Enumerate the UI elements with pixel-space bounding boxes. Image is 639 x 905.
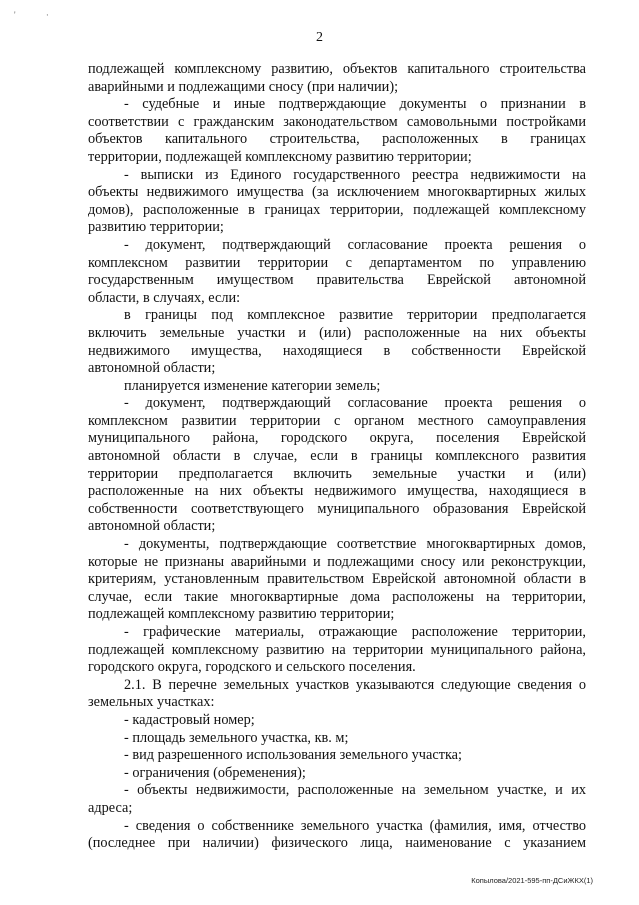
text-line: территории, подлежащей комплексному развитию территории;: [88, 148, 472, 165]
text-line: которые не признаны аварийными и подлежащими сносу или реконструкции,: [88, 553, 586, 570]
text-line: адреса;: [88, 799, 133, 816]
text-line: объекты недвижимого имущества (за исключением многоквартирных жилых: [88, 184, 586, 201]
text-line: - ограничения (обременения);: [124, 764, 306, 781]
text-line: земельных участках:: [88, 694, 215, 711]
text-line: подлежащей комплексному развитию, объектов капитального строительства: [88, 61, 586, 77]
text-line: - кадастровый номер;: [124, 711, 255, 728]
text-line: государственным имуществом правительства Еврейской автономной: [88, 272, 586, 289]
text-line: городского округа, городского и сельского поселения.: [88, 659, 416, 676]
text-line: домов), расположенные в границах территории, подлежащей комплексному: [88, 201, 586, 218]
text-line: автономной области в случае, если в границы комплексного развития: [88, 448, 586, 465]
page-number: 2: [316, 30, 323, 45]
corner-mark: ' ·: [14, 10, 63, 20]
text-line: - площадь земельного участка, кв. м;: [124, 729, 349, 746]
text-line: расположенные на них объекты недвижимого имущества, находящиеся в: [88, 483, 586, 500]
text-line: территории предполагается включить земельные участки и (или): [88, 465, 586, 482]
text-line: - объекты недвижимости, расположенные на земельном участке, и их: [124, 782, 586, 799]
text-line: объектов капитального строительства, расположенных в границах: [88, 131, 586, 148]
text-line: автономной области;: [88, 518, 216, 535]
text-line: - сведения о собственнике земельного участка (фамилия, имя, отчество: [124, 817, 586, 834]
text-line: - графические материалы, отражающие расположение территории,: [124, 624, 586, 640]
document-reference: Копылова/2021-595-пп-ДСиЖКХ(1): [471, 876, 593, 885]
text-line: (последнее при наличии) физического лица, наименование с указанием: [88, 835, 586, 852]
text-line: собственности соответствующего муниципального образования Еврейской: [88, 500, 586, 517]
text-line: недвижимого имущества, находящиеся в собственности Еврейской: [88, 342, 586, 359]
text-line: автономной области;: [88, 360, 216, 377]
text-line: - документ, подтверждающий согласование проекта решения о: [124, 395, 586, 412]
text-line: критериям, установленным правительством Еврейской автономной области в: [88, 571, 586, 588]
text-line: случае, если такие многоквартирные дома расположены на территории,: [88, 588, 586, 605]
text-line: области, в случаях, если:: [88, 289, 241, 306]
text-line: планируется изменение категории земель;: [124, 377, 381, 394]
text-line: комплексном развитии территории с органом местного самоуправления: [88, 412, 586, 429]
text-line: аварийными и подлежащими сносу (при наличии);: [88, 78, 399, 95]
text-line: подлежащей комплексному развитию на территории муниципального района,: [88, 641, 586, 658]
text-line: - документ, подтверждающий согласование проекта решения о: [124, 236, 586, 253]
text-line: развитию территории;: [88, 219, 224, 236]
text-line: муниципального района, городского округа, поселения Еврейской: [88, 430, 586, 447]
text-line: включить земельные участки и (или) расположенные на них объекты: [88, 324, 586, 341]
text-line: - выписки из Единого государственного реестра недвижимости на: [124, 166, 586, 183]
text-line: 2.1. В перечне земельных участков указываются следующие сведения о: [124, 676, 586, 693]
text-line: подлежащей комплексному развитию территории;: [88, 606, 395, 623]
text-line: - судебные и иные подтверждающие документы о признании в: [124, 96, 586, 113]
text-line: - вид разрешенного использования земельного участка;: [124, 747, 462, 764]
text-line: комплексном развитии территории с департаментом по управлению: [88, 254, 586, 271]
document-body: [88, 61, 586, 853]
text-line: в границы под комплексное развитие территории предполагается: [124, 307, 586, 324]
text-line: - документы, подтверждающие соответствие многоквартирных домов,: [124, 536, 586, 553]
text-line: соответствии с гражданским законодательством самовольными постройками: [88, 113, 586, 130]
